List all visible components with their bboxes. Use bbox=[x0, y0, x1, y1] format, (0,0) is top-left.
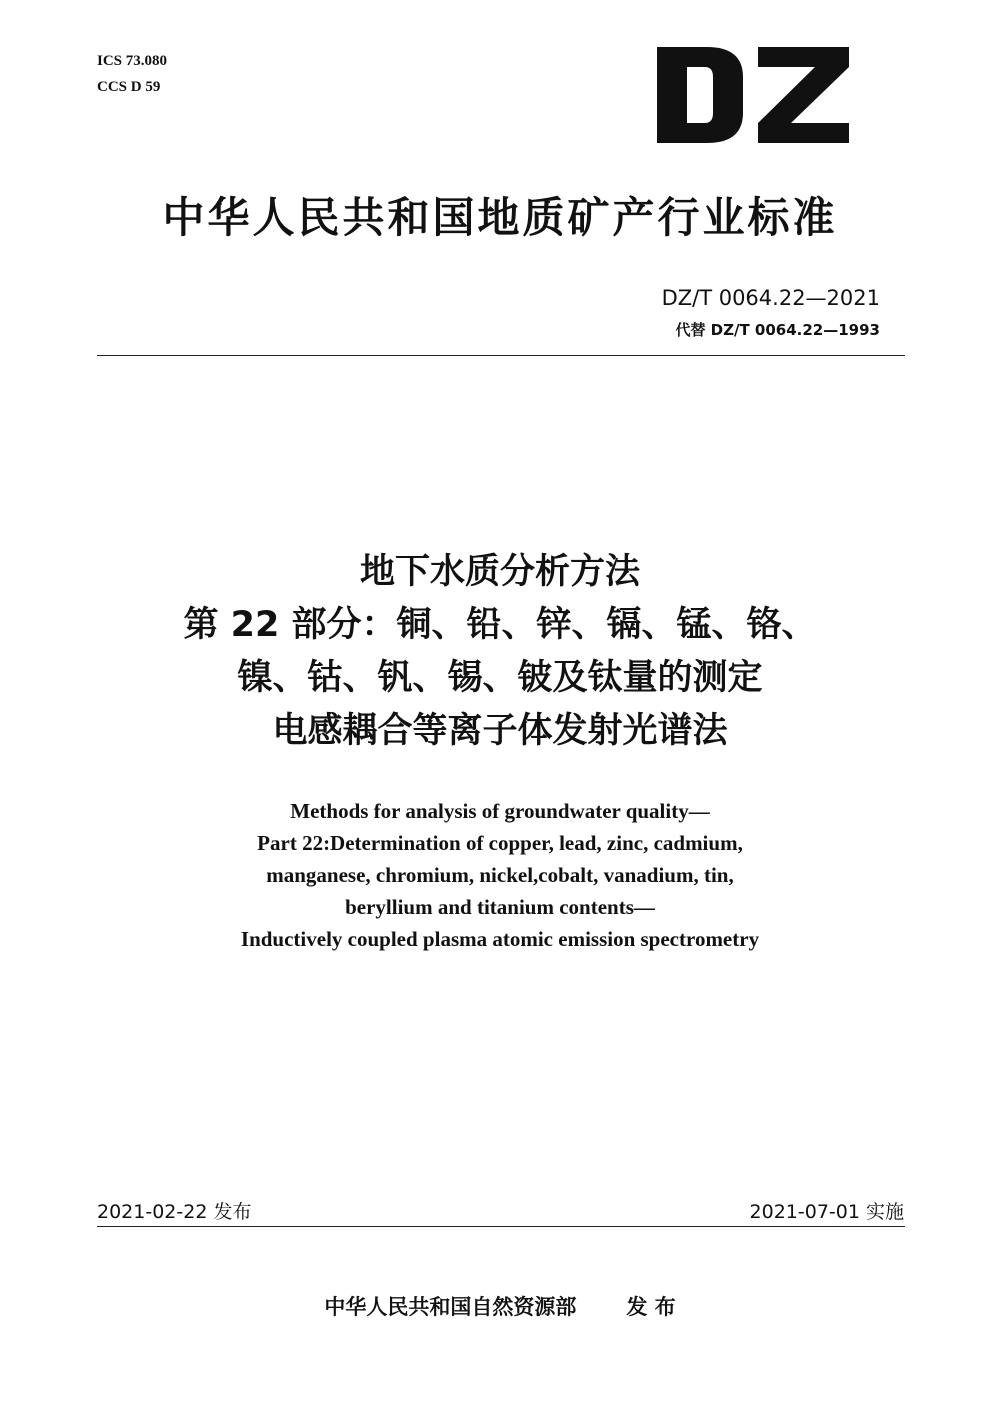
title-en-line: manganese, chromium, nickel,cobalt, vanadium, tin, bbox=[266, 863, 734, 887]
classification-codes bbox=[97, 48, 167, 100]
title-en-line: Part 22:Determination of copper, lead, zinc, cadmium, bbox=[257, 831, 743, 855]
issuing-authority bbox=[0, 1291, 1000, 1321]
standard-number: DZ/T 0064.22—2021 bbox=[661, 286, 880, 310]
ics-code: ICS 73.080 bbox=[97, 53, 168, 69]
issue-date: 2021-02-22 发布 bbox=[97, 1201, 252, 1223]
title-zh-line: 镍、钴、钒、锡、铍及钛量的测定 bbox=[237, 658, 763, 698]
issuer-name: 中华人民共和国自然资源部 bbox=[324, 1295, 577, 1319]
title-en-line: Inductively coupled plasma atomic emission spectrometry bbox=[240, 927, 760, 951]
logo-letter-z bbox=[758, 47, 849, 143]
title-zh-line: 第 22 部分：铜、铅、锌、镉、锰、铬、 bbox=[183, 605, 817, 645]
issuer-action: 发 布 bbox=[626, 1295, 676, 1319]
footer-divider bbox=[97, 1226, 905, 1227]
replaces-standard: 代替 DZ/T 0064.22—1993 bbox=[675, 321, 880, 339]
ccs-code: CCS D 59 bbox=[97, 79, 161, 95]
title-zh-line: 电感耦合等离子体发射光谱法 bbox=[272, 711, 728, 751]
logo-letter-d bbox=[657, 47, 743, 143]
title-zh-line: 地下水质分析方法 bbox=[359, 552, 640, 592]
document-title-zh bbox=[0, 546, 1000, 758]
implementation-date: 2021-07-01 实施 bbox=[749, 1201, 904, 1223]
dz-logo bbox=[657, 47, 849, 143]
document-title-en bbox=[0, 795, 1000, 955]
header-divider bbox=[97, 355, 905, 356]
standard-category-title: 中华人民共和国地质矿产行业标准 bbox=[162, 193, 838, 242]
title-en-line: Methods for analysis of groundwater quality— bbox=[290, 799, 710, 823]
title-en-line: beryllium and titanium contents— bbox=[345, 895, 655, 919]
